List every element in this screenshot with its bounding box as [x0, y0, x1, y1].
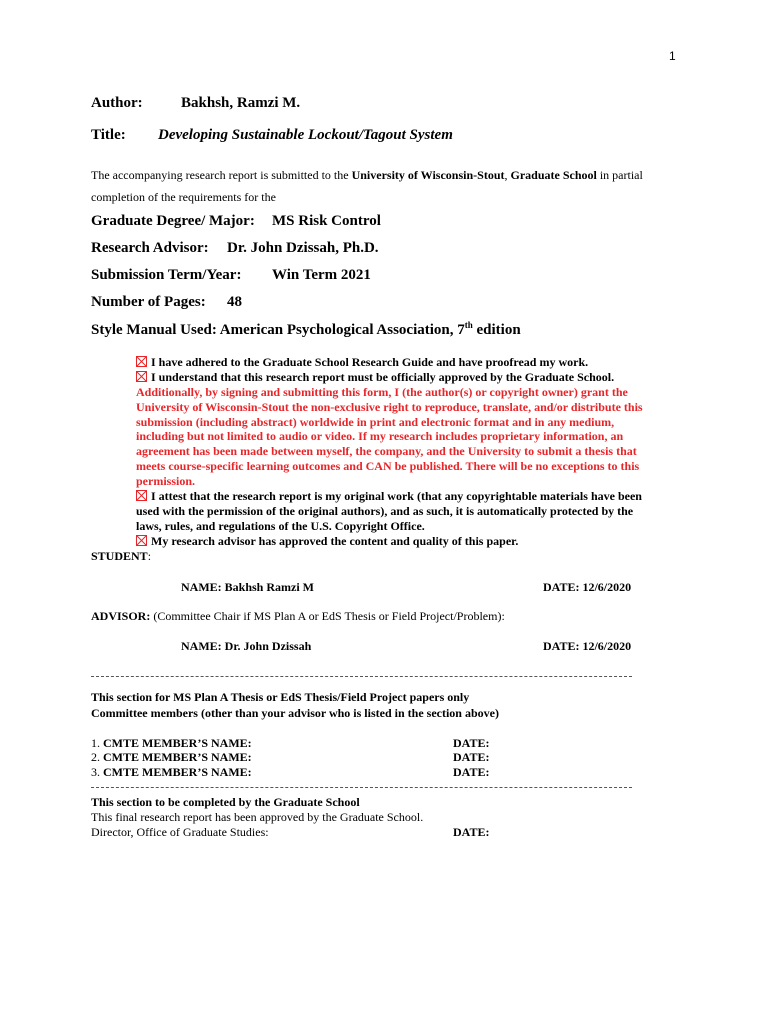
checked-box-icon[interactable]	[136, 490, 147, 501]
member-number: 1.	[91, 736, 103, 750]
student-colon: :	[147, 549, 152, 563]
title-value: Developing Sustainable Lockout/Tagout System	[158, 127, 453, 143]
author-label: Author:	[91, 95, 143, 111]
term-label: Submission Term/Year:	[91, 267, 242, 283]
member-name-label: CMTE MEMBER’S NAME:	[103, 736, 252, 750]
section-divider	[91, 787, 632, 788]
committee-heading-2: Committee members (other than your advisor who is listed in the section above)	[91, 706, 499, 720]
member-date-label: DATE:	[453, 736, 490, 750]
rights-line: meets course-specific learning outcomes and CAN be published. There will be no exceptions to this	[136, 458, 640, 473]
advisor-value: Dr. John Dzissah, Ph.D.	[227, 240, 379, 256]
graduate-approval-line: This final research report has been approved by the Graduate School.	[91, 810, 424, 824]
checked-box-icon[interactable]	[136, 535, 147, 546]
intro-comma: ,	[504, 168, 511, 182]
graduate-heading: This section to be completed by the Graduate School	[91, 795, 360, 809]
advisor-heading	[91, 609, 505, 624]
member-name-label: CMTE MEMBER’S NAME:	[103, 765, 252, 779]
committee-heading-1: This section for MS Plan A Thesis or EdS Thesis/Field Project papers only	[91, 690, 470, 704]
degree-value: MS Risk Control	[272, 213, 381, 229]
check-item-original	[136, 489, 642, 533]
page-number: 1	[669, 49, 676, 63]
term-value: Win Term 2021	[272, 267, 371, 283]
check-item-guide-text: I have adhered to the Graduate School Research Guide and have proofread my work.	[151, 355, 589, 369]
director-label: Director, Office of Graduate Studies:	[91, 825, 269, 839]
style-manual	[91, 320, 521, 339]
check-item-approval	[136, 370, 614, 385]
rights-line: including but not limited to audio or video. If my research includes proprietary information, an	[136, 429, 624, 444]
intro-university: University of Wisconsin-Stout	[351, 168, 505, 182]
check-item-advisor-text: My research advisor has approved the content and quality of this paper.	[151, 534, 519, 548]
intro-line-2: completion of the requirements for the	[91, 190, 276, 204]
pages-label: Number of Pages:	[91, 294, 206, 310]
advisor-date: DATE: 12/6/2020	[543, 639, 632, 653]
style-manual-sup: th	[464, 320, 473, 330]
author-value: Bakhsh, Ramzi M.	[181, 95, 301, 111]
title-label: Title:	[91, 127, 126, 143]
advisor-section-note: (Committee Chair if MS Plan A or EdS Thesis or Field Project/Problem):	[150, 609, 505, 623]
rights-line: agreement has been made between myself, the company, and the University to submit a thesis that	[136, 444, 637, 459]
advisor-label: Research Advisor:	[91, 240, 209, 256]
member-date-label: DATE:	[453, 765, 490, 779]
original-line: I attest that the research report is my original work (that any copyrightable materials have been	[151, 489, 642, 503]
advisor-section-label: ADVISOR:	[91, 609, 151, 623]
student-heading	[91, 549, 151, 564]
rights-statement	[136, 385, 643, 489]
committee-member-row	[91, 736, 252, 751]
rights-line: Additionally, by signing and submitting this form, I (the author(s) or copyright owner) grant the	[136, 385, 628, 399]
rights-line: University of Wisconsin-Stout the non-exclusive right to reproduce, translate, and/or distribute this	[136, 399, 643, 414]
intro-school: Graduate School	[510, 168, 597, 182]
rights-line: permission.	[136, 473, 196, 488]
section-divider	[91, 676, 632, 677]
intro-text-a: The accompanying research report is submitted to the	[91, 168, 352, 182]
student-date: DATE: 12/6/2020	[543, 580, 632, 594]
original-line: used with the permission of the original authors), and as such, it is automatically protected by the	[136, 503, 634, 518]
rights-line: submission (including abstract) worldwide in print and electronic format and in any medium,	[136, 414, 615, 429]
style-manual-end: edition	[472, 322, 521, 338]
checked-box-icon[interactable]	[136, 371, 147, 382]
pages-value: 48	[227, 294, 242, 310]
degree-label: Graduate Degree/ Major:	[91, 213, 255, 229]
check-item-advisor	[136, 534, 518, 549]
intro-line-1	[91, 168, 643, 183]
student-label: STUDENT	[91, 549, 148, 563]
member-name-label: CMTE MEMBER’S NAME:	[103, 750, 252, 764]
student-name: NAME: Bakhsh Ramzi M	[181, 580, 315, 594]
member-number: 2.	[91, 750, 103, 764]
original-line: laws, rules, and regulations of the U.S. Copyright Office.	[136, 518, 425, 533]
member-number: 3.	[91, 765, 103, 779]
member-date-label: DATE:	[453, 750, 490, 764]
check-item-approval-text: I understand that this research report must be officially approved by the Graduate School.	[151, 370, 615, 384]
advisor-name: NAME: Dr. John Dzissah	[181, 639, 312, 653]
committee-member-row	[91, 750, 252, 765]
committee-member-row	[91, 765, 252, 780]
director-date-label: DATE:	[453, 825, 490, 839]
checked-box-icon[interactable]	[136, 356, 147, 367]
intro-text-b: in partial	[596, 168, 643, 182]
style-manual-text: Style Manual Used: American Psychological Association, 7	[91, 322, 465, 338]
check-item-guide	[136, 355, 588, 370]
